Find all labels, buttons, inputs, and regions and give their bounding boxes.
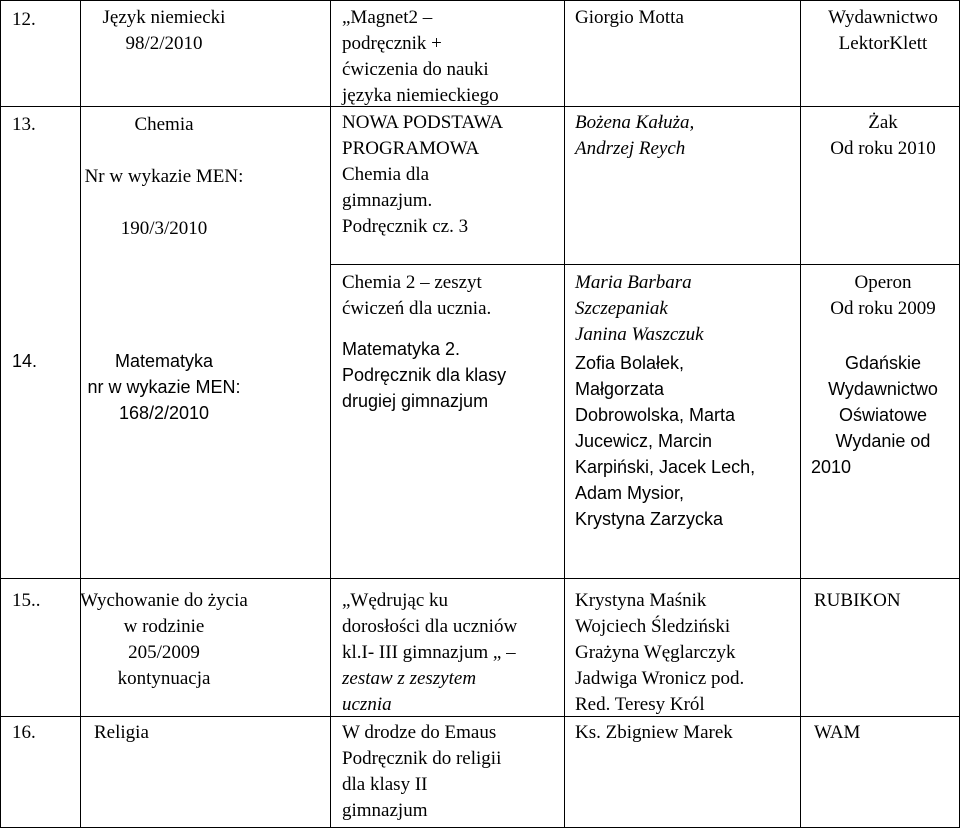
row-13-subject: Chemia Nr w wykazie MEN: 190/3/2010 — [84, 114, 244, 239]
row-15-publisher: RUBIKON — [814, 590, 901, 611]
row-13-workbook-publisher: Operon Od roku 2009 — [830, 272, 936, 319]
row-13-workbook-authors: Maria Barbara Szczepaniak Janina Waszczuk — [575, 272, 704, 345]
row-12-title: „Magnet2 – podręcznik + ćwiczenia do nauki języka niemieckiego — [342, 7, 499, 106]
row-border-13-inner — [330, 264, 960, 265]
row-14-number: 14. — [12, 351, 38, 371]
row-12-publisher: Wydawnictwo LektorKlett — [828, 7, 938, 54]
row-15-number: 15.. — [12, 590, 41, 611]
row-12-number: 12. — [12, 9, 36, 30]
row-14-subject: Matematyka nr w wykazie MEN: 168/2/2010 — [87, 351, 241, 423]
row-14-title: Matematyka 2. Podręcznik dla klasy drugiej gimnazjum — [342, 339, 507, 411]
col-border-0 — [0, 0, 1, 828]
row-16-number: 16. — [12, 722, 36, 743]
row-15-title: „Wędrując ku dorosłości dla uczniów kl.I- III gimnazjum „ – zestaw z zeszytem ucznia — [342, 590, 518, 715]
row-15-authors: Krystyna Maśnik Wojciech Śledziński Grażyna Węglarczyk Jadwiga Wronicz pod. Red. Teresy Król — [575, 590, 745, 715]
row-16-subject: Religia — [94, 722, 149, 743]
row-14-publisher: Gdańskie Wydawnictwo Oświatowe Wydanie od 2010 — [811, 353, 938, 477]
row-16-publisher: WAM — [814, 722, 861, 743]
row-15-subject: Wychowanie do życia w rodzinie 205/2009 kontynuacja — [80, 590, 248, 689]
col-border-2 — [330, 0, 331, 828]
row-13-title: NOWA PODSTAWA PROGRAMOWA Chemia dla gimnazjum. Podręcznik cz. 3 — [342, 112, 504, 237]
row-13-workbook-title: Chemia 2 – zeszyt ćwiczeń dla ucznia. — [342, 272, 492, 319]
row-border-top — [0, 0, 960, 1]
row-13-number: 13. — [12, 114, 36, 135]
row-border-14-15 — [0, 578, 960, 579]
row-12-authors: Giorgio Motta — [575, 7, 684, 28]
row-13-authors: Bożena Kałuża, Andrzej Reych — [575, 112, 695, 159]
col-border-3 — [564, 0, 565, 828]
row-13-publisher: Żak Od roku 2010 — [830, 112, 936, 159]
row-16-title: W drodze do Emaus Podręcznik do religii dla klasy II gimnazjum — [342, 722, 502, 821]
col-border-4 — [800, 0, 801, 828]
row-12-subject: Język niemiecki 98/2/2010 — [102, 7, 226, 54]
row-14-authors: Zofia Bolałek, Małgorzata Dobrowolska, Marta Jucewicz, Marcin Karpiński, Jacek Lech, Adam Mysior, Krystyna Zarzycka — [575, 353, 756, 529]
row-16-authors: Ks. Zbigniew Marek — [575, 722, 733, 743]
